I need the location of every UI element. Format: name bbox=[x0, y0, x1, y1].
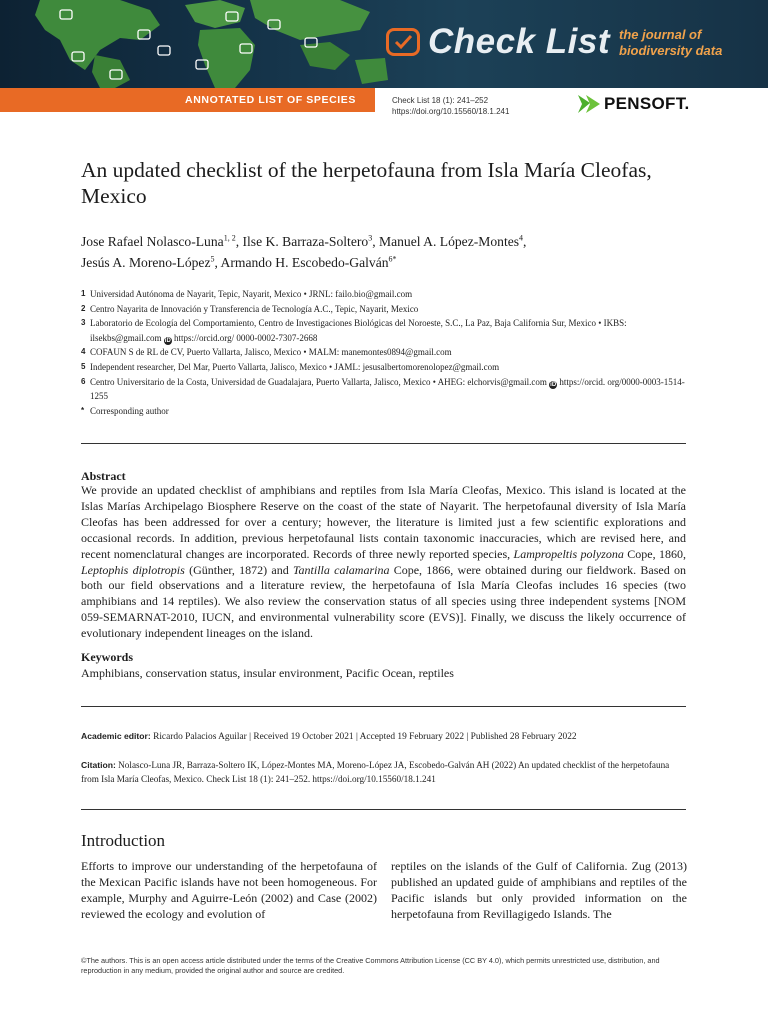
abstract-heading: Abstract bbox=[81, 469, 126, 483]
abstract-text: We provide an updated checklist of amphibians and reptiles from Isla María Cleofas, Mexico. This island is located at the Islas Marías Archipelago Biosphere Reserve on the coast of the state of Nayarit. The herpetofaunal diversity of Isla María Cleofas has been addressed for over a century; however, the literature is limited just a few scientific explorations and occasional records. In addition, previous herpetofaunal lists contain taxonomic inaccuracies, which are revised here, and recent nomenclatural changes are incorporated. Records of three newly reported species, Lampropeltis polyzona Cope, 1860, Leptophis diplotropis (Günther, 1872) and Tantilla calamarina Cope, 1866, were obtained during our fieldwork. Based on both our field observations and a literature review, the herpetofauna of Isla María Cleofas includes 16 species (two amphibians and 14 reptiles). We also review the conservation status of all species using three independent systems [NOM 059-SEMARNAT-2010, IUCN, and environmental vulnerability score (EVS)]. Finally, we discuss the likely occurrence of evolutionary independent lineages on the island. bbox=[81, 483, 686, 641]
keywords-heading: Keywords bbox=[81, 650, 133, 664]
article-title: An updated checklist of the herpetofauna from Isla María Cleofas, Mexico bbox=[81, 158, 652, 208]
intro-column-right: reptiles on the islands of the Gulf of California. Zug (2013) published an updated guide of amphibians and reptiles of the Pacific islands but only provided information on the herpetofauna from Revillagigedo Islands. The bbox=[391, 859, 687, 922]
author: Ilse K. Barraza-Soltero$^3$, bbox=[242, 233, 379, 249]
license-footer: ©The authors. This is an open access article distributed under the terms of the Creative Commons Attribution License (CC BY 4.0), which permits unrestricted use, distribution, and reproduction in any medium, provided the original author and source are credited. bbox=[81, 956, 660, 975]
orcid-link[interactable]: https://orcid.org/ 0000-0002-7307-2668 bbox=[174, 332, 318, 343]
section-label: ANNOTATED LIST OF SPECIES bbox=[0, 88, 375, 112]
publisher-logo bbox=[576, 93, 690, 115]
world-map-graphic bbox=[0, 0, 390, 88]
author-list bbox=[81, 229, 691, 272]
author: Manuel A. López-Montes$^4$, bbox=[378, 233, 527, 249]
affiliations bbox=[81, 287, 687, 418]
journal-tagline: the journal of biodiversity data bbox=[619, 27, 723, 58]
doi-link[interactable]: https://doi.org/10.15560/18.1.241 bbox=[392, 107, 510, 116]
orcid-icon: iD bbox=[550, 381, 557, 388]
affiliation-item: 2 Centro Nayarita de Innovación y Transferencia de Tecnología A.C., Tepic, Nayarit, Mexico bbox=[81, 303, 419, 314]
pensoft-leaf-icon bbox=[576, 93, 602, 115]
checkmark-icon bbox=[386, 28, 420, 56]
author: Armando H. Escobedo-Galván$^{6*}$ bbox=[220, 254, 397, 271]
orcid-icon: iD bbox=[164, 337, 171, 344]
divider bbox=[81, 443, 686, 444]
journal-name: Check List bbox=[428, 22, 610, 61]
affiliation-item: 5 Independent researcher, Del Mar, Puerto Vallarta, Jalisco, Mexico • JAML: jesusalbertomorenolopez@gmail.com bbox=[81, 361, 500, 372]
divider bbox=[81, 809, 686, 810]
editorial-info: Academic editor: Ricardo Palacios Aguilar | Received 19 October 2021 | Accepted 19 February 2022 | Published 28 February 2022 bbox=[81, 731, 577, 742]
volume-ref: Check List 18 (1): 241–252 bbox=[392, 96, 489, 105]
affiliation-item: 6 Centro Universitario de la Costa, Universidad de Guadalajara, Puerto Vallarta, Jalisco, Mexico • AHEG: elchorvis@gmail.com iD https://orcid. org/0000-0003-1514-1255 bbox=[81, 376, 685, 402]
affiliation-item: 3 Laboratorio de Ecología del Comportamiento, Centro de Investigaciones Biológicas del Noroeste, S.C., La Paz, Baja California Sur, Mexico • IKBS: ilsekbs@gmail.com iD https://orcid.org/ 0000-0002-7307-2668 bbox=[81, 318, 627, 344]
affiliation-item: 1 Universidad Autónoma de Nayarit, Tepic, Nayarit, Mexico • JRNL: failo.bio@gmail.com bbox=[81, 289, 413, 299]
author: Jesús A. Moreno-López$^5$, bbox=[81, 254, 221, 271]
journal-banner bbox=[0, 0, 768, 88]
keywords-text: Amphibians, conservation status, insular environment, Pacific Ocean, reptiles bbox=[81, 666, 454, 680]
orcid-link[interactable]: https://orcid. org/0000-0003-1514-1255 bbox=[90, 376, 685, 402]
divider bbox=[81, 706, 686, 707]
affiliation-item: * Corresponding author bbox=[81, 405, 169, 416]
citation: Citation: Nolasco-Luna JR, Barraza-Soltero IK, López-Montes MA, Moreno-López JA, Escobedo-Galván AH (2022) An updated checklist of the herpetofauna from Isla María Cleofas, Mexico. Check List 18 (1): 241–252. https://doi.org/10.15560/18.1.241 bbox=[81, 760, 670, 784]
journal-logo bbox=[386, 22, 610, 62]
author: Jose Rafael Nolasco-Luna$^{1, 2}$, bbox=[81, 233, 243, 249]
intro-column-left: Efforts to improve our understanding of the herpetofauna of the Mexican Pacific islands have not been homogeneous. For example, Murphy and Aguirre-León (2002) and Case (2002) reviewed the ecology and evolution of bbox=[81, 859, 377, 922]
journal-reference bbox=[392, 95, 509, 117]
publisher-name: PENSOFT. bbox=[604, 94, 690, 113]
section-heading: Introduction bbox=[81, 831, 166, 850]
affiliation-item: 4 COFAUN S de RL de CV, Puerto Vallarta, Jalisco, Mexico • MALM: manemontes0894@gmail.com bbox=[81, 347, 452, 358]
